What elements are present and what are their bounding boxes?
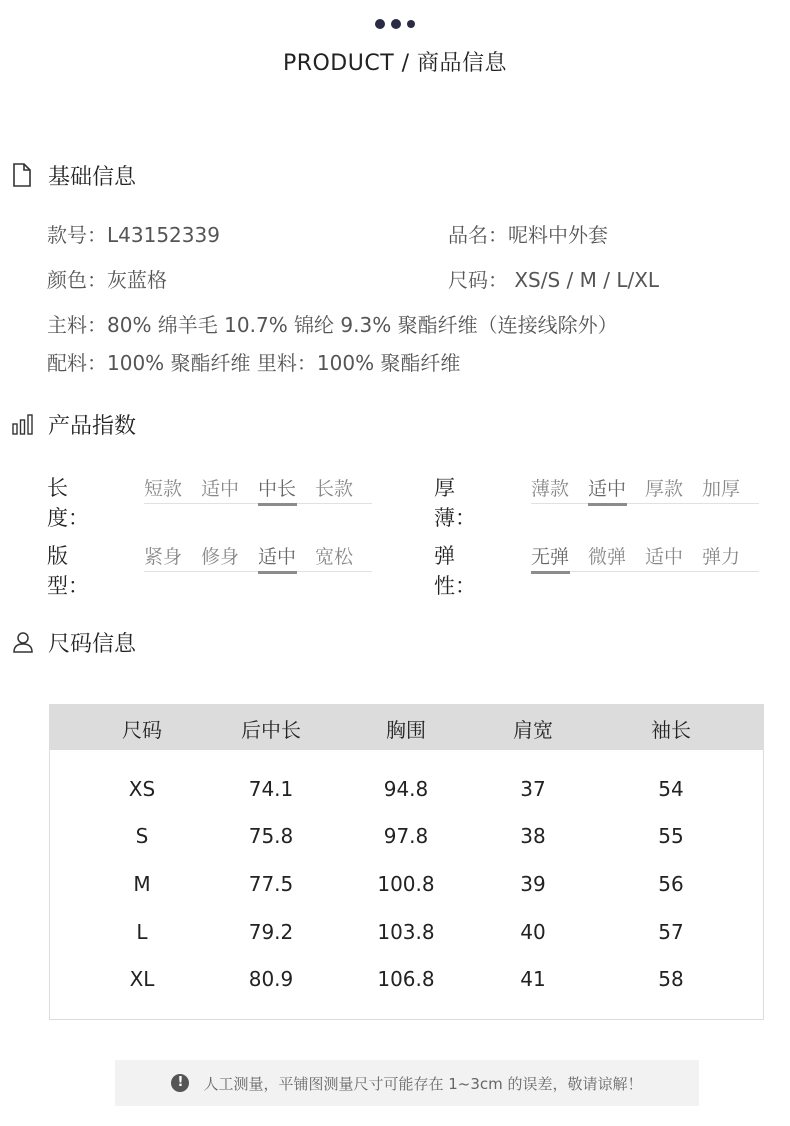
style-number: 款号：L43152339 (47, 223, 220, 247)
table-cell: 37 (520, 777, 546, 801)
section-title: 尺码信息 (48, 631, 137, 657)
index-option: 微弹 (588, 546, 627, 568)
table-cell: 41 (520, 967, 546, 991)
index-option: 紧身 (144, 546, 183, 568)
index-options (144, 474, 372, 504)
index-option: 长款 (315, 478, 354, 500)
table-cell: 58 (658, 967, 684, 991)
size-range: 尺码： XS/S / M / L/XL (448, 268, 660, 292)
column-header: 后中长 (241, 718, 301, 742)
index-label: 版型： (47, 544, 89, 598)
table-cell: 54 (658, 777, 684, 801)
table-cell: 94.8 (383, 777, 429, 801)
table-cell: XS (128, 777, 156, 801)
table-cell: 100.8 (377, 872, 435, 896)
section-size-info (12, 625, 136, 659)
index-option: 修身 (201, 546, 240, 568)
table-cell: 55 (658, 824, 684, 848)
measurement-note (115, 1060, 699, 1106)
index-options (144, 542, 372, 572)
index-option: 短款 (144, 478, 183, 500)
color: 颜色：灰蓝格 (47, 268, 167, 292)
index-option: 加厚 (702, 478, 741, 500)
trim-material: 配料：100% 聚酯纤维 里料：100% 聚酯纤维 (47, 351, 461, 375)
index-label: 弹性： (434, 544, 476, 598)
table-cell: 56 (658, 872, 684, 896)
index-option: 薄款 (531, 478, 570, 500)
index-option-selected: 适中 (588, 474, 645, 503)
index-option: 适中 (645, 546, 684, 568)
exclamation-icon: ! (171, 1074, 189, 1092)
table-cell: 74.1 (248, 777, 294, 801)
column-header: 胸围 (386, 718, 426, 742)
main-material: 主料：80% 绵羊毛 10.7% 锦纶 9.3% 聚酯纤维（连接线除外） (47, 313, 618, 337)
person-icon (12, 629, 38, 655)
section-product-index (12, 407, 136, 441)
table-cell: 57 (658, 920, 684, 944)
document-icon (12, 162, 38, 188)
table-cell: XL (129, 967, 155, 991)
index-option: 宽松 (315, 546, 354, 568)
table-cell: L (136, 920, 148, 944)
table-cell: 38 (520, 824, 546, 848)
more-dots-icon (0, 13, 790, 27)
table-cell: 103.8 (377, 920, 435, 944)
index-option-selected: 中长 (258, 474, 315, 503)
table-cell: 79.2 (248, 920, 294, 944)
table-header (50, 705, 763, 750)
index-options (531, 542, 759, 572)
table-cell: 75.8 (248, 824, 294, 848)
table-cell: 80.9 (248, 967, 294, 991)
index-option: 厚款 (645, 478, 684, 500)
index-options (531, 474, 759, 504)
table-cell: M (133, 872, 151, 896)
table-cell: 77.5 (248, 872, 294, 896)
table-cell: 106.8 (377, 967, 435, 991)
table-cell: S (135, 824, 149, 848)
product-name: 品名：呢料中外套 (448, 223, 608, 247)
index-label: 厚薄： (434, 476, 476, 530)
index-option-selected: 无弹 (531, 542, 588, 571)
section-title: 产品指数 (48, 413, 137, 439)
column-header: 袖长 (651, 718, 691, 742)
index-option: 适中 (201, 478, 240, 500)
column-header: 肩宽 (513, 718, 553, 742)
column-header: 尺码 (122, 718, 162, 742)
section-basic-info (12, 158, 136, 192)
page-title: PRODUCT / 商品信息 (282, 51, 508, 76)
index-label: 长度： (47, 476, 89, 530)
table-cell: 40 (520, 920, 546, 944)
note-text: 人工测量，平铺图测量尺寸可能存在 1~3cm 的误差，敬请谅解！ (203, 1074, 643, 1093)
table-cell: 39 (520, 872, 546, 896)
table-cell: 97.8 (383, 824, 429, 848)
section-title: 基础信息 (48, 164, 137, 190)
size-table (49, 704, 764, 1020)
index-option-selected: 适中 (258, 542, 315, 571)
bar-chart-icon (12, 411, 38, 437)
index-option: 弹力 (702, 546, 741, 568)
